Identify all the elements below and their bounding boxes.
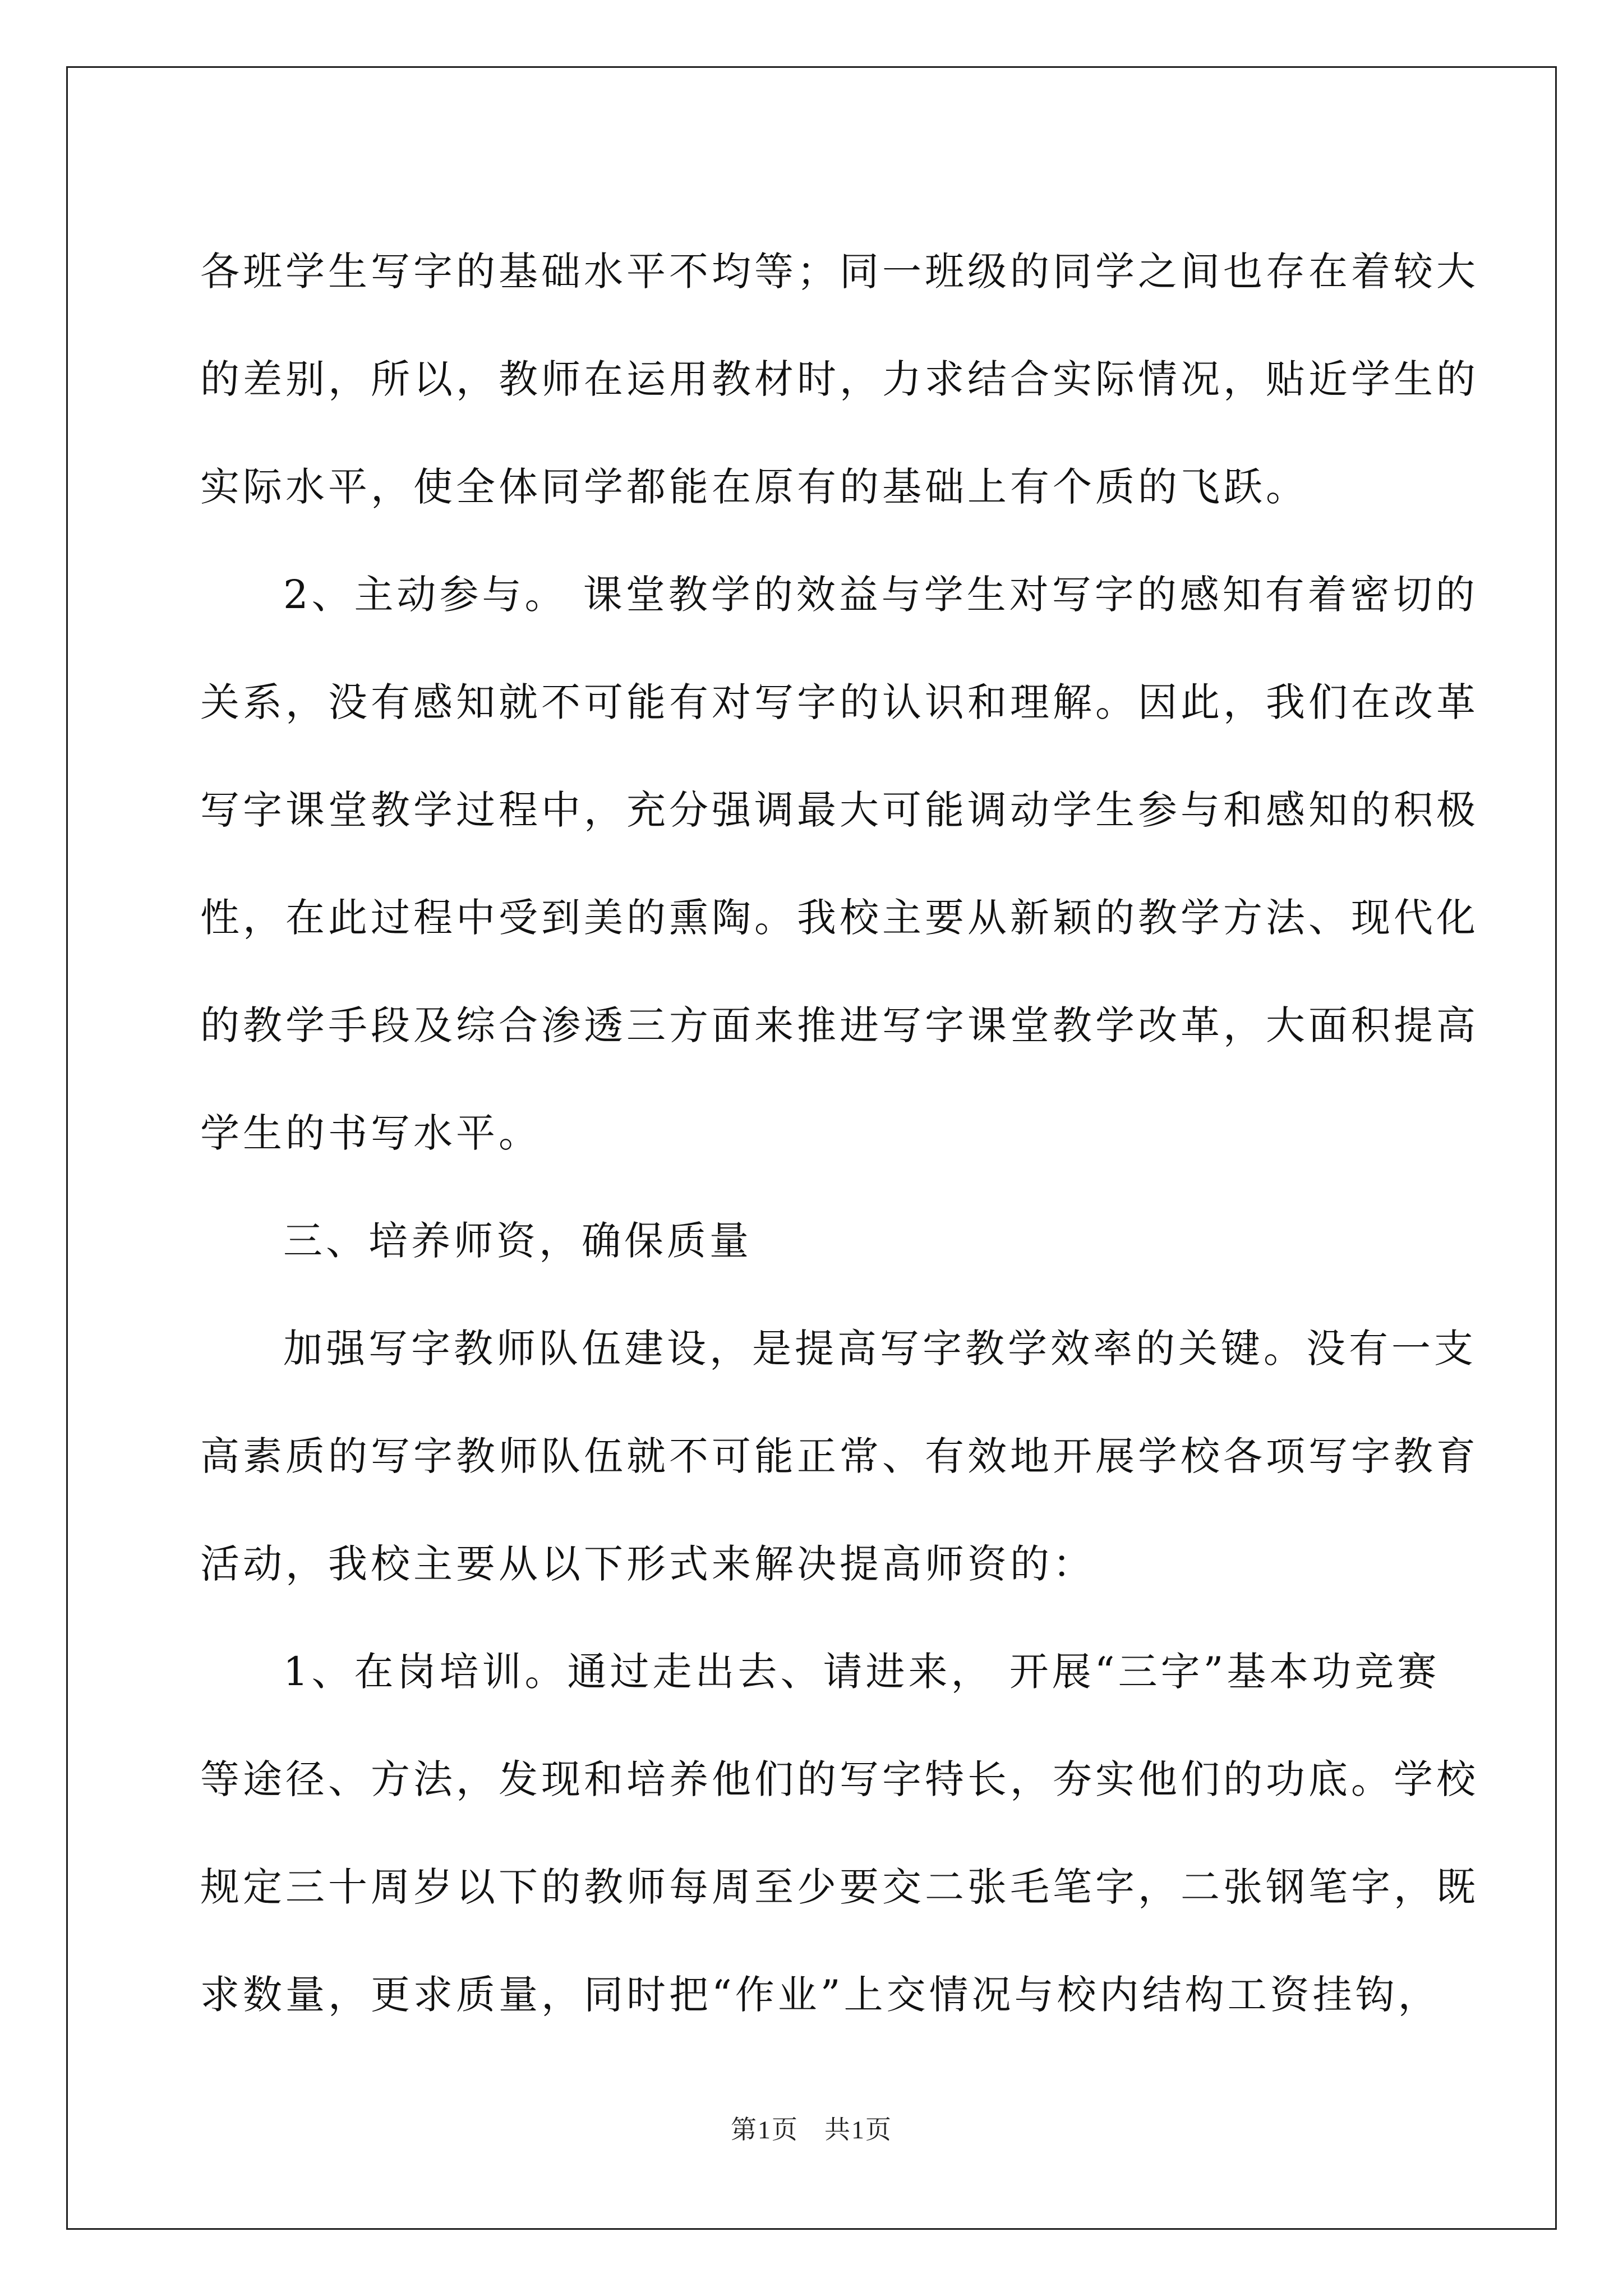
document-body — [200, 218, 1479, 2049]
section-heading: 三、培养师资，确保质量 — [283, 1218, 752, 1264]
text-line: 求数量，更求质量，同时把“作业”上交情况与校内结构工资挂钩， — [200, 1972, 1441, 2018]
paragraph-start-line: 2、主动参与。 课堂教学的效益与学生对写字的感知有着密切的 — [283, 572, 1478, 618]
text-line: 规定三十周岁以下的教师每周至少要交二张毛笔字，二张钢笔字，既 — [200, 1864, 1479, 1910]
text-line: 的教学手段及综合渗透三方面来推进写字课堂教学改革，大面积提高 — [200, 1002, 1479, 1048]
text-line: 性，在此过程中受到美的熏陶。我校主要从新颖的教学方法、现代化 — [200, 895, 1479, 941]
text-line: 学生的书写水平。 — [200, 1110, 541, 1156]
text-line: 写字课堂教学过程中，充分强调最大可能调动学生参与和感知的积极 — [200, 787, 1479, 833]
text-line: 各班学生写字的基础水平不均等；同一班级的同学之间也存在着较大 — [200, 249, 1479, 295]
text-line: 关系，没有感知就不可能有对写字的认识和理解。因此，我们在改革 — [200, 679, 1479, 725]
text-line: 的差别，所以，教师在运用教材时，力求结合实际情况，贴近学生的 — [200, 356, 1479, 402]
text-line: 实际水平，使全体同学都能在原有的基础上有个质的飞跃。 — [200, 464, 1308, 510]
page-footer — [0, 2109, 1623, 2146]
text-line: 活动，我校主要从以下形式来解决提高师资的： — [200, 1541, 1095, 1587]
page-number: 第1页 — [731, 2115, 799, 2144]
text-line: 高素质的写字教师队伍就不可能正常、有效地开展学校各项写字教育 — [200, 1433, 1479, 1479]
text-line: 等途径、方法，发现和培养他们的写字特长，夯实他们的功底。学校 — [200, 1756, 1479, 1802]
paragraph-start-line: 1、在岗培训。通过走出去、请进来， 开展“三字”基本功竞赛 — [283, 1649, 1440, 1695]
paragraph-start-line: 加强写字教师队伍建设，是提高写字教学效率的关键。没有一支 — [283, 1326, 1477, 1372]
page-total: 共1页 — [824, 2115, 892, 2144]
